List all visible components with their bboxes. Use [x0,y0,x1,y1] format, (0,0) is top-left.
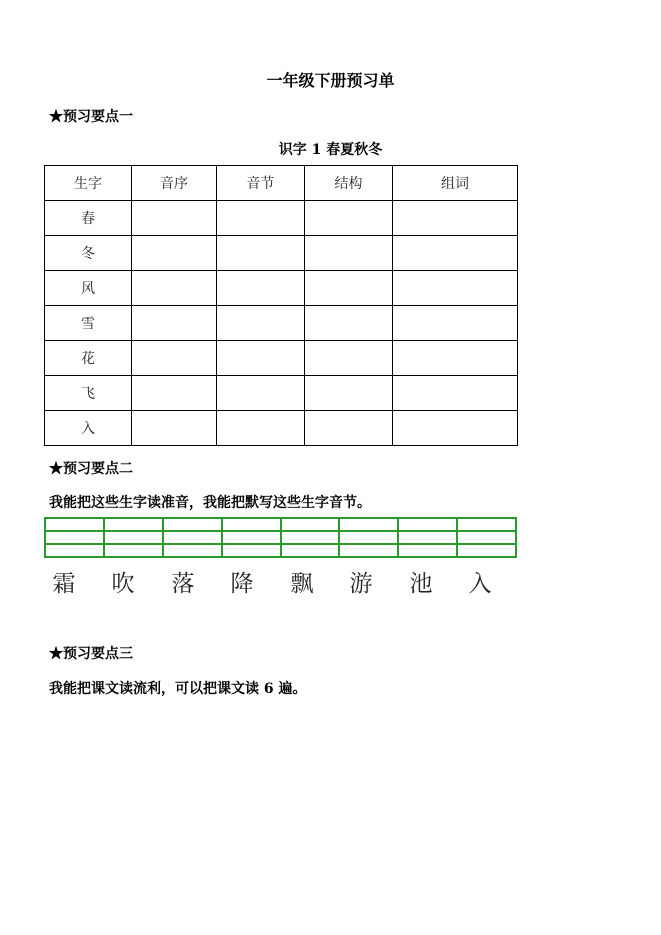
answer-cell[interactable] [217,306,305,341]
table-row [45,306,518,341]
section-heading-3: ★预习要点三 [49,646,133,662]
practice-character: 池 [409,571,433,597]
grid-cell[interactable] [339,544,398,557]
grid-cell[interactable] [104,544,163,557]
grid-cell[interactable] [398,531,457,544]
table-row [45,236,518,271]
table-row [45,341,518,376]
char-cell: 风 [45,271,132,306]
answer-cell[interactable] [393,306,518,341]
grid-cell[interactable] [457,544,516,557]
header-cell: 生字 [45,166,132,201]
section2-sentence: 我能把这些生字读准音，我能把默写这些生字音节。 [49,495,371,511]
answer-cell[interactable] [217,341,305,376]
grid-cell[interactable] [45,544,104,557]
practice-character: 吹 [111,571,135,597]
section-heading-1: ★预习要点一 [49,109,133,125]
grid-cell[interactable] [104,531,163,544]
grid-cell[interactable] [163,531,222,544]
page-title: 一年级下册预习单 [266,71,395,90]
char-cell: 飞 [45,376,132,411]
answer-cell[interactable] [217,236,305,271]
answer-cell[interactable] [132,201,217,236]
grid-cell[interactable] [457,518,516,531]
answer-cell[interactable] [217,271,305,306]
grid-cell[interactable] [339,518,398,531]
grid-cell[interactable] [457,531,516,544]
header-cell: 组词 [393,166,518,201]
table-row [45,411,518,446]
grid-cell[interactable] [45,518,104,531]
character-row [44,565,524,599]
practice-character: 落 [171,571,195,597]
grid-cell[interactable] [281,518,340,531]
grid-cell[interactable] [163,518,222,531]
table-header-row [45,166,518,201]
grid-cell[interactable] [222,544,281,557]
practice-character: 飘 [290,571,314,597]
answer-cell[interactable] [393,341,518,376]
answer-cell[interactable] [132,271,217,306]
lesson-subtitle: 识字 1 春夏秋冬 [278,142,383,158]
grid-cell[interactable] [339,531,398,544]
grid-cell[interactable] [398,518,457,531]
grid-cell[interactable] [45,531,104,544]
grid-cell[interactable] [104,518,163,531]
grid-cell[interactable] [281,544,340,557]
answer-cell[interactable] [305,376,393,411]
answer-cell[interactable] [305,236,393,271]
answer-cell[interactable] [393,271,518,306]
section-heading-2: ★预习要点二 [49,461,133,477]
grid-cell[interactable] [163,544,222,557]
vocab-table [44,165,518,446]
char-cell: 花 [45,341,132,376]
char-cell: 入 [45,411,132,446]
practice-character: 霜 [52,571,76,597]
answer-cell[interactable] [132,411,217,446]
answer-cell[interactable] [132,306,217,341]
practice-character: 游 [349,571,373,597]
answer-cell[interactable] [305,271,393,306]
pinyin-writing-grid[interactable] [44,517,517,562]
header-cell: 结构 [305,166,393,201]
answer-cell[interactable] [132,236,217,271]
char-cell: 春 [45,201,132,236]
grid-cell[interactable] [281,531,340,544]
grid-cell[interactable] [222,531,281,544]
practice-character: 入 [468,571,492,597]
header-cell: 音序 [132,166,217,201]
answer-cell[interactable] [217,411,305,446]
table-row [45,271,518,306]
practice-character: 降 [230,571,254,597]
answer-cell[interactable] [132,341,217,376]
answer-cell[interactable] [393,411,518,446]
answer-cell[interactable] [305,341,393,376]
grid-cell[interactable] [222,518,281,531]
answer-cell[interactable] [305,201,393,236]
answer-cell[interactable] [305,411,393,446]
char-cell: 雪 [45,306,132,341]
answer-cell[interactable] [217,376,305,411]
answer-cell[interactable] [393,376,518,411]
header-cell: 音节 [217,166,305,201]
table-row [45,201,518,236]
char-cell: 冬 [45,236,132,271]
grid-cell[interactable] [398,544,457,557]
answer-cell[interactable] [393,201,518,236]
answer-cell[interactable] [305,306,393,341]
answer-cell[interactable] [217,201,305,236]
answer-cell[interactable] [393,236,518,271]
section3-sentence: 我能把课文读流利，可以把课文读 6 遍。 [49,681,307,697]
answer-cell[interactable] [132,376,217,411]
table-row [45,376,518,411]
